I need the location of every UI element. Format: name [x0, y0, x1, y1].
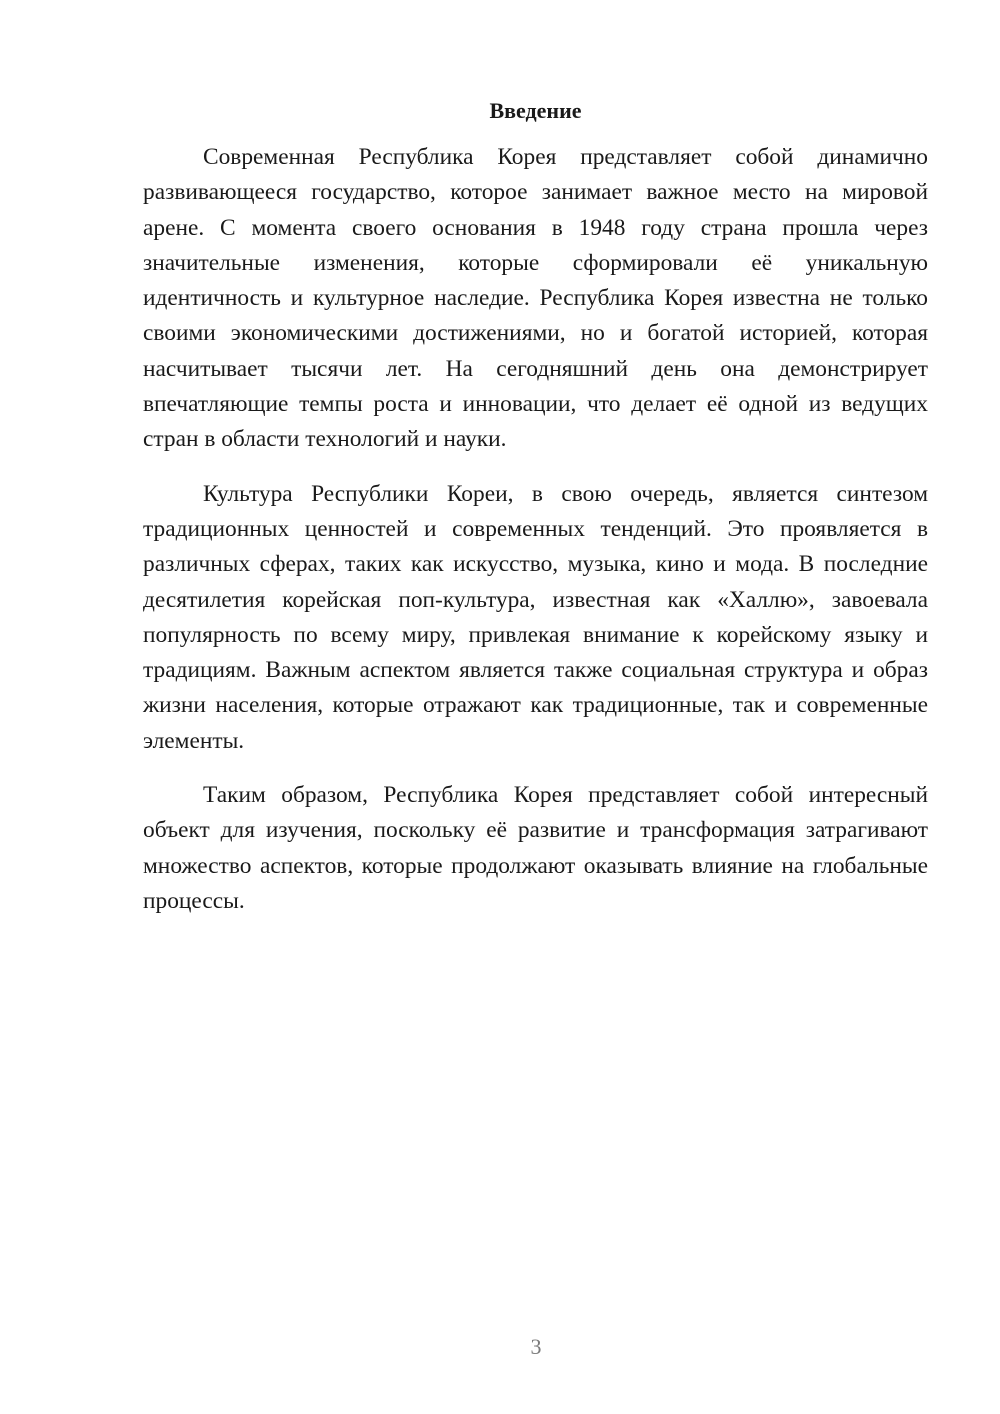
page-content [143, 96, 928, 938]
section-heading: Введение [489, 98, 582, 123]
paragraph-2: Культура Республики Кореи, в свою очередь, является синтезом традиционных ценностей и современных тенденций. Это проявляется в различных сферах, таких как искусство, музыка, кино и мода. В последние десятилетия корейская поп-культура, известная как «Халлю», завоевала популярность по всему миру, привлекая внимание к корейскому языку и традициям. Важным аспектом является также социальная структура и образ жизни населения, которые отражают как традиционные, так и современные элементы. [143, 480, 928, 754]
page-number: 3 [530, 1334, 542, 1359]
paragraph-3: Таким образом, Республика Корея представляет собой интересный объект для изучения, поскольку её развитие и трансформация затрагивают множество аспектов, которые продолжают оказывать влияние на глобальные процессы. [143, 782, 928, 914]
paragraph-1: Современная Республика Корея представляет собой динамично развивающееся государство, которое занимает важное место на мировой арене. С момента своего основания в 1948 году страна прошла через значительные изменения, которые сформировали её уникальную идентичность и культурное наследие. Республика Корея известна не только своими экономическими достижениями, но и богатой историей, которая насчитывает тысячи лет. На сегодняшний день она демонстрирует впечатляющие темпы роста и инновации, что делает её одной из ведущих стран в области технологий и науки. [143, 144, 928, 453]
